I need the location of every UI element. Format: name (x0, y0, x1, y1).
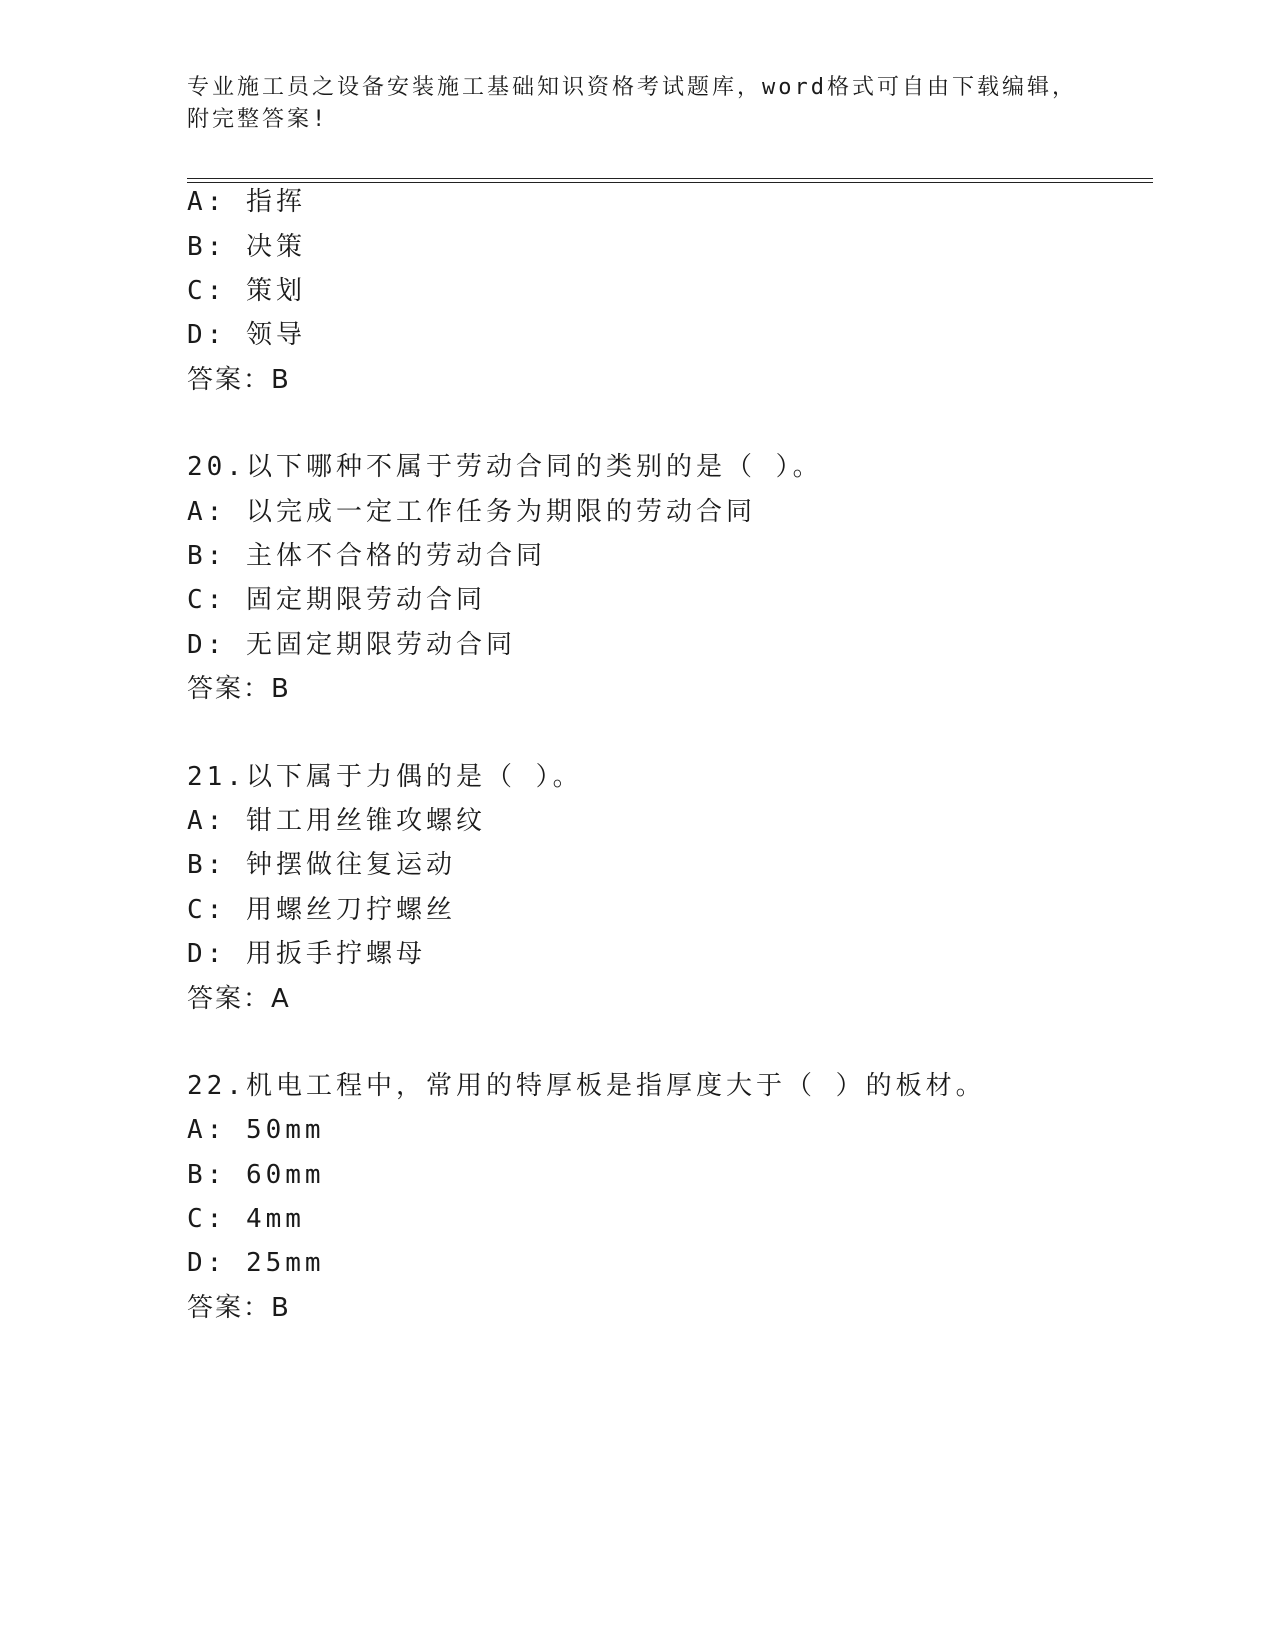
header-divider-bottom (187, 182, 1153, 183)
header-divider-top (187, 178, 1153, 179)
q20-question: 20.以下哪种不属于劳动合同的类别的是（ ）。 (187, 452, 823, 482)
document-header (187, 72, 1087, 136)
q19-option-c: C: 策划 (187, 276, 306, 306)
q22-question: 22.机电工程中，常用的特厚板是指厚度大于（ ）的板材。 (187, 1071, 986, 1101)
q21-option-c: C: 用螺丝刀拧螺丝 (187, 895, 456, 925)
q22-option-d: D: 25mm (187, 1248, 325, 1278)
q19-option-a: A: 指挥 (187, 187, 306, 217)
q19-option-b: B: 决策 (187, 232, 306, 262)
q21-option-b: B: 钟摆做往复运动 (187, 850, 456, 880)
q19-option-d: D: 领导 (187, 320, 306, 350)
q21-answer: 答案：A (187, 984, 291, 1014)
header-line-1: 专业施工员之设备安装施工基础知识资格考试题库，word格式可自由下载编辑， (187, 75, 1077, 100)
q19-answer: 答案：B (187, 365, 291, 395)
q20-answer: 答案：B (187, 674, 291, 704)
q21-option-a: A: 钳工用丝锥攻螺纹 (187, 806, 486, 836)
q20-option-b: B: 主体不合格的劳动合同 (187, 541, 546, 571)
q20-option-d: D: 无固定期限劳动合同 (187, 630, 516, 660)
q22-option-b: B: 60mm (187, 1160, 325, 1190)
q22-answer: 答案：B (187, 1293, 291, 1323)
q20-option-c: C: 固定期限劳动合同 (187, 585, 486, 615)
header-line-2: 附完整答案! (187, 107, 329, 132)
q21-option-d: D: 用扳手拧螺母 (187, 939, 426, 969)
q22-option-a: A: 50mm (187, 1115, 325, 1145)
q22-option-c: C: 4mm (187, 1204, 305, 1234)
q21-question: 21.以下属于力偶的是（ ）。 (187, 762, 583, 792)
q20-option-a: A: 以完成一定工作任务为期限的劳动合同 (187, 497, 756, 527)
